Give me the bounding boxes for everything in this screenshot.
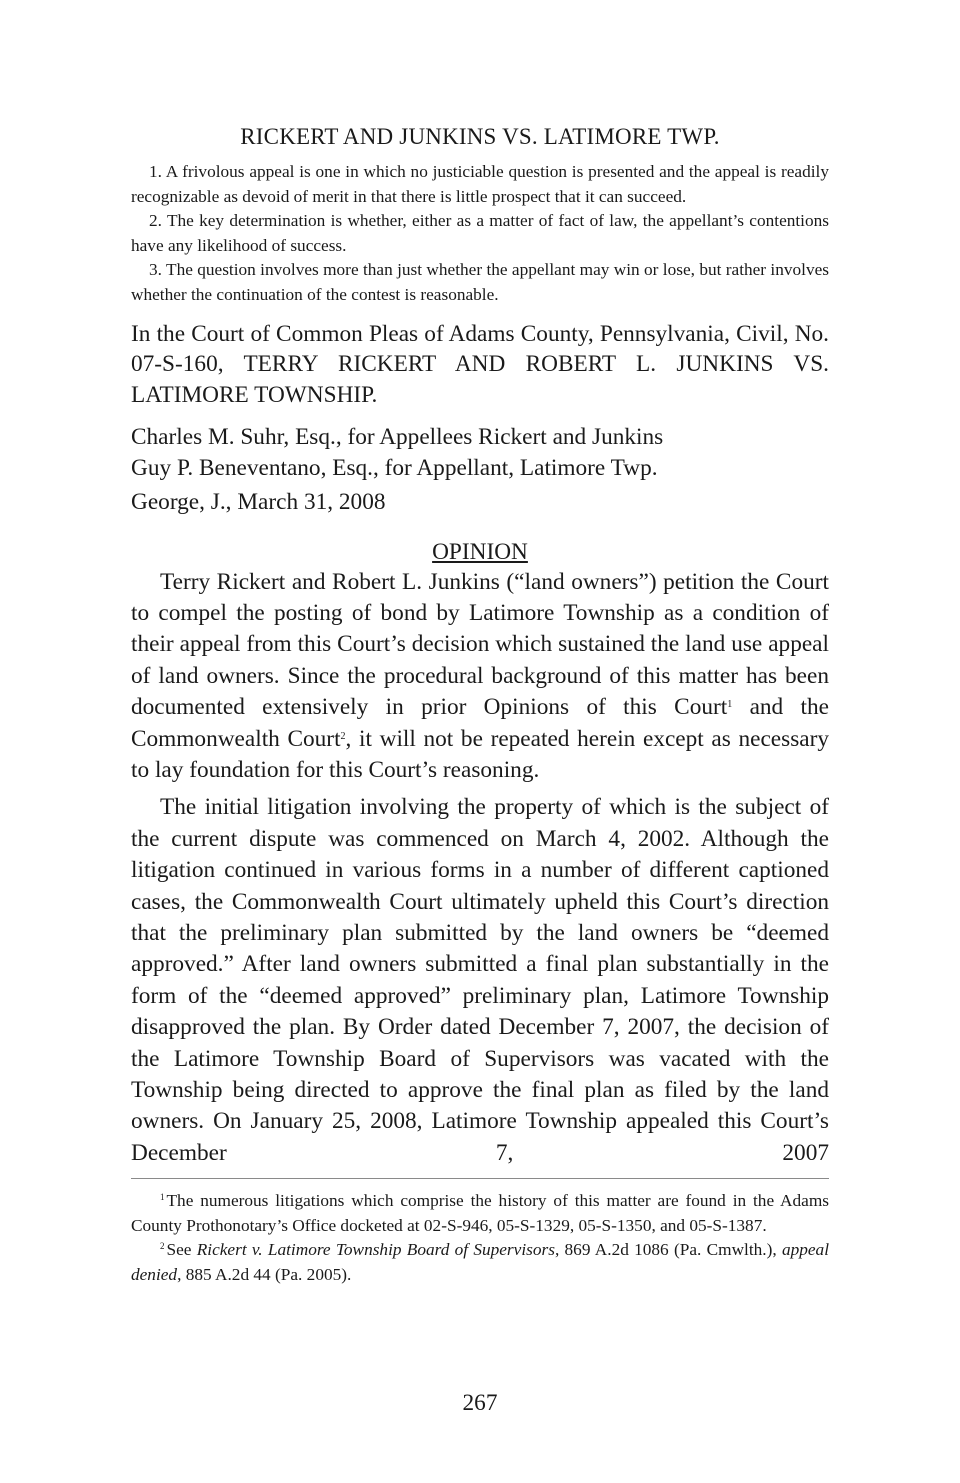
counsel-appellees: Charles M. Suhr, Esq., for Appellees Rickert and Junkins [131,424,664,451]
running-head: RICKERT AND JUNKINS VS. LATIMORE TWP. [240,124,720,149]
counsel-block [131,422,829,483]
footnote-2-middle: , 869 A.2d 1086 (Pa. Cmwlth.), [554,1240,782,1260]
footnote-2-disposition: appeal denied [131,1240,830,1285]
footnote-2-case-name: Rickert v. Latimore Township Board of Supervisors [196,1240,555,1260]
paragraph-1 [131,567,829,787]
footnote-divider [131,1178,829,1179]
paragraph-1-part-1: Terry Rickert and Robert L. Junkins (“land owners”) petition the Court to compel the posting of bond by Latimore Township as a condition of their appeal from this Court’s decision which sustained the land use appeal of land owners. Since the procedural background of this matter has been documented extensively in prior Opinions of this Court [131,568,829,721]
judge-line: George, J., March 31, 2008 [131,489,386,516]
footnote-ref-2[interactable]: 2 [340,730,346,742]
footnote-2-mark: 2 [160,1241,165,1252]
footnote-2 [131,1238,829,1287]
footnote-2-lead: See [166,1240,197,1260]
paragraph-1-part-3: , it will not be repeated herein except as necessary to lay foundation for this Court’s reasoning. [131,725,830,783]
opinion-body [131,567,829,1170]
footnote-ref-1[interactable]: 1 [727,699,733,711]
counsel-appellant: Guy P. Beneventano, Esq., for Appellant, Latimore Twp. [131,454,658,481]
headnote-3: 3. The question involves more than just whether the appellant may win or lose, but rather involves whether the continuation of the contest is reasonable. [131,260,829,304]
footnotes [131,1189,829,1287]
footnote-1-text: The numerous litigations which comprise the history of this matter are found in the Adams County Prothonotary’s Office docketed at 02-S-946, 05-S-1329, 05-S-1350, and 05-S-1387. [131,1191,829,1235]
paragraph-2: The initial litigation involving the property of which is the subject of the current dispute was commenced on March 4, 2002. Although the litigation continued in various forms in a number of different captioned cases, the Commonwealth Court ultimately upheld this Court’s direction that the preliminary plan submitted by the land owners be “deemed approved.” After land owners submitted a final plan substantially in the form of the “deemed approved” preliminary plan, Latimore Township disapproved the plan. By Order dated December 7, 2007, the decision of the Latimore Township Board of Supervisors was vacated with the Township being directed to approve the final plan as filed by the land owners. On January 25, 2008, Latimore Township appealed this Court’s December 7, 2007 [131,794,829,1166]
paragraph-1-part-2: and the Commonwealth Court [131,694,829,752]
page-number: 267 [462,1390,498,1416]
footnote-1 [131,1189,829,1238]
headnotes [131,160,829,308]
headnote-2: 2. The key determination is whether, either as a matter of fact of law, the appellant’s contentions have any likelihood of success. [131,211,829,255]
footnote-2-tail: , 885 A.2d 44 (Pa. 2005). [177,1265,352,1285]
footnote-1-mark: 1 [160,1192,165,1203]
opinion-heading: OPINION [432,538,528,565]
document-page [131,124,829,1288]
headnote-1: 1. A frivolous appeal is one in which no justiciable question is presented and the appeal is readily recognizable as devoid of merit in that there is little prospect that it can succeed. [131,162,829,206]
case-caption: In the Court of Common Pleas of Adams County, Pennsylvania, Civil, No. 07-S-160, TERRY RICKERT AND ROBERT L. JUNKINS VS. LATIMORE TOWNSHIP. [131,320,829,408]
